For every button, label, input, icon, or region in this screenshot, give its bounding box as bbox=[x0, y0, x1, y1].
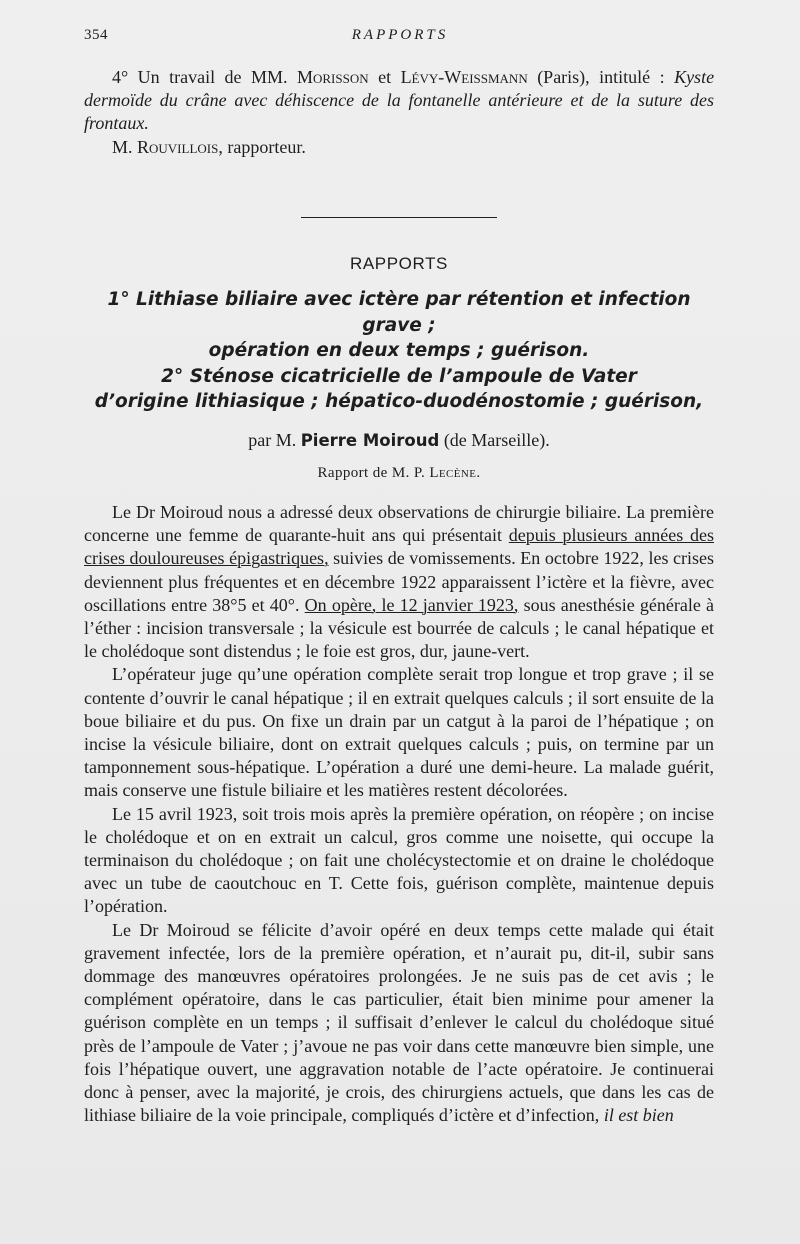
paragraph-2: L’opérateur juge qu’une opération complète serait trop longue et trop grave ; il se contente d’ouvrir le canal hépatique ; il en extrait quelques calculs ; il sort ensuite de la boue biliaire et du pus. On fixe un drain par un catgut à la paroi de l’hépatique ; on incise la vésicule biliaire, dont on extrait quelques calculs ; puis, on termine par un tamponnement sous-hépatique. L’opération a duré une demi-heure. La malade guérit, mais conserve une fistule biliaire et les matières restent décolorées. bbox=[84, 664, 714, 801]
item-4-prefix: 4° Un travail de MM. bbox=[112, 67, 288, 87]
rapport-suffix: . bbox=[476, 464, 481, 481]
article-byline bbox=[84, 429, 714, 452]
byline-suffix: (de Marseille). bbox=[443, 429, 550, 450]
byline-prefix: par M. bbox=[248, 429, 297, 450]
paragraph-4 bbox=[84, 919, 714, 1128]
article-title-line-2: opération en deux temps ; guérison. bbox=[208, 340, 590, 362]
p1-underlined-2: On opère, le 12 janvier 1923, bbox=[304, 594, 519, 615]
page-number: 354 bbox=[84, 27, 108, 43]
byline-author: Pierre Moiroud bbox=[300, 430, 440, 450]
rapporteur-name: Rouvillois bbox=[137, 136, 219, 157]
p1-text-c: sous anesthésie générale à l’éther : incision transversale ; la vésicule est bourrée de calculs ; le canal hépatique et le cholédoque sont distendus ; le foie est gros, dur, jaune-vert. bbox=[84, 594, 715, 662]
item-4-rapporteur bbox=[84, 136, 714, 159]
rapporteur-prefix: M. bbox=[112, 136, 133, 157]
rapport-author: Lecène bbox=[429, 464, 477, 481]
rapport-prefix: Rapport de M. P. bbox=[317, 464, 426, 481]
p1-text-a: Le Dr Moiroud nous a adressé deux observations de chirurgie biliaire. La première concerne une femme de quarante-huit ans qui présentait bbox=[84, 501, 714, 546]
item-4-title: Kyste dermoïde du crâne avec déhiscence de la fontanelle antérieure et de la suture des frontaux. bbox=[84, 67, 715, 134]
p4-text: Le Dr Moiroud se félicite d’avoir opéré en deux temps cette malade qui était gravement infectée, lors de la première opération, et n’aurait pu, dit-il, subir sans dommage des manœuvres opératoires prolongées. Je ne suis pas de cet avis ; le complément opératoire, dans le cas particulier, était bien minime pour amener la guérison complète en un temps ; il suffisait d’enlever le calcul du cholédoque situé près de l’ampoule de Vater ; j’avoue ne pas voir dans cette manœuvre bien simple, une fois l’hépatique ouvert, une aggravation notable de l’acte opératoire. Je continuerai donc à penser, avec la majorité, je crois, des chirurgiens actuels, que dans les cas de lithiase biliaire de la voie principale, compliqués d’ictère et d’infection, bbox=[84, 919, 714, 1126]
p1-text-b: suivies de vomissements. En octobre 1922, les crises deviennent plus fréquentes et en décembre 1922 apparaissent l’ictère et la fièvre, avec oscillations entre 38°5 et 40°. bbox=[84, 548, 715, 615]
item-4-author2: Lévy-Weissmann bbox=[400, 67, 528, 87]
p1-underlined-1: depuis plusieurs années des crises douloureuses épigastriques, bbox=[84, 525, 714, 569]
p4-italic: il est bien bbox=[603, 1105, 674, 1126]
article-title-line-4: d’origine lithiasique ; hépatico-duodénostomie ; guérison, bbox=[94, 391, 704, 413]
article-text bbox=[84, 501, 714, 1127]
section-title: RAPPORTS bbox=[349, 253, 448, 273]
page-body bbox=[84, 66, 714, 1127]
article-title-line-1: 1° Lithiase biliaire avec ictère par rétention et infection grave ; bbox=[107, 289, 691, 336]
rapporteur-suffix: , rapporteur. bbox=[218, 136, 306, 157]
item-4-place: (Paris), intitulé : bbox=[537, 67, 665, 87]
item-4-author1: Morisson bbox=[296, 67, 369, 87]
rapport-line bbox=[84, 462, 714, 485]
article-title-line-3: 2° Sténose cicatricielle de l’ampoule de Vater bbox=[161, 365, 637, 387]
paragraph-3: Le 15 avril 1923, soit trois mois après la première opération, on réopère ; on incise le cholédoque et on en extrait un calcul, gros comme une noisette, qui occupe la terminaison du cholédoque ; on fait une cholécystectomie et on draine le cholédoque avec un tube de caoutchouc en T. Cette fois, guérison complète, maintenue depuis l’opération. bbox=[84, 803, 714, 917]
paragraph-1 bbox=[84, 501, 714, 663]
section-divider bbox=[301, 217, 497, 218]
item-4-and: et bbox=[378, 67, 392, 87]
item-4 bbox=[84, 66, 714, 136]
running-title: RAPPORTS bbox=[351, 27, 449, 43]
article-title bbox=[84, 287, 714, 415]
